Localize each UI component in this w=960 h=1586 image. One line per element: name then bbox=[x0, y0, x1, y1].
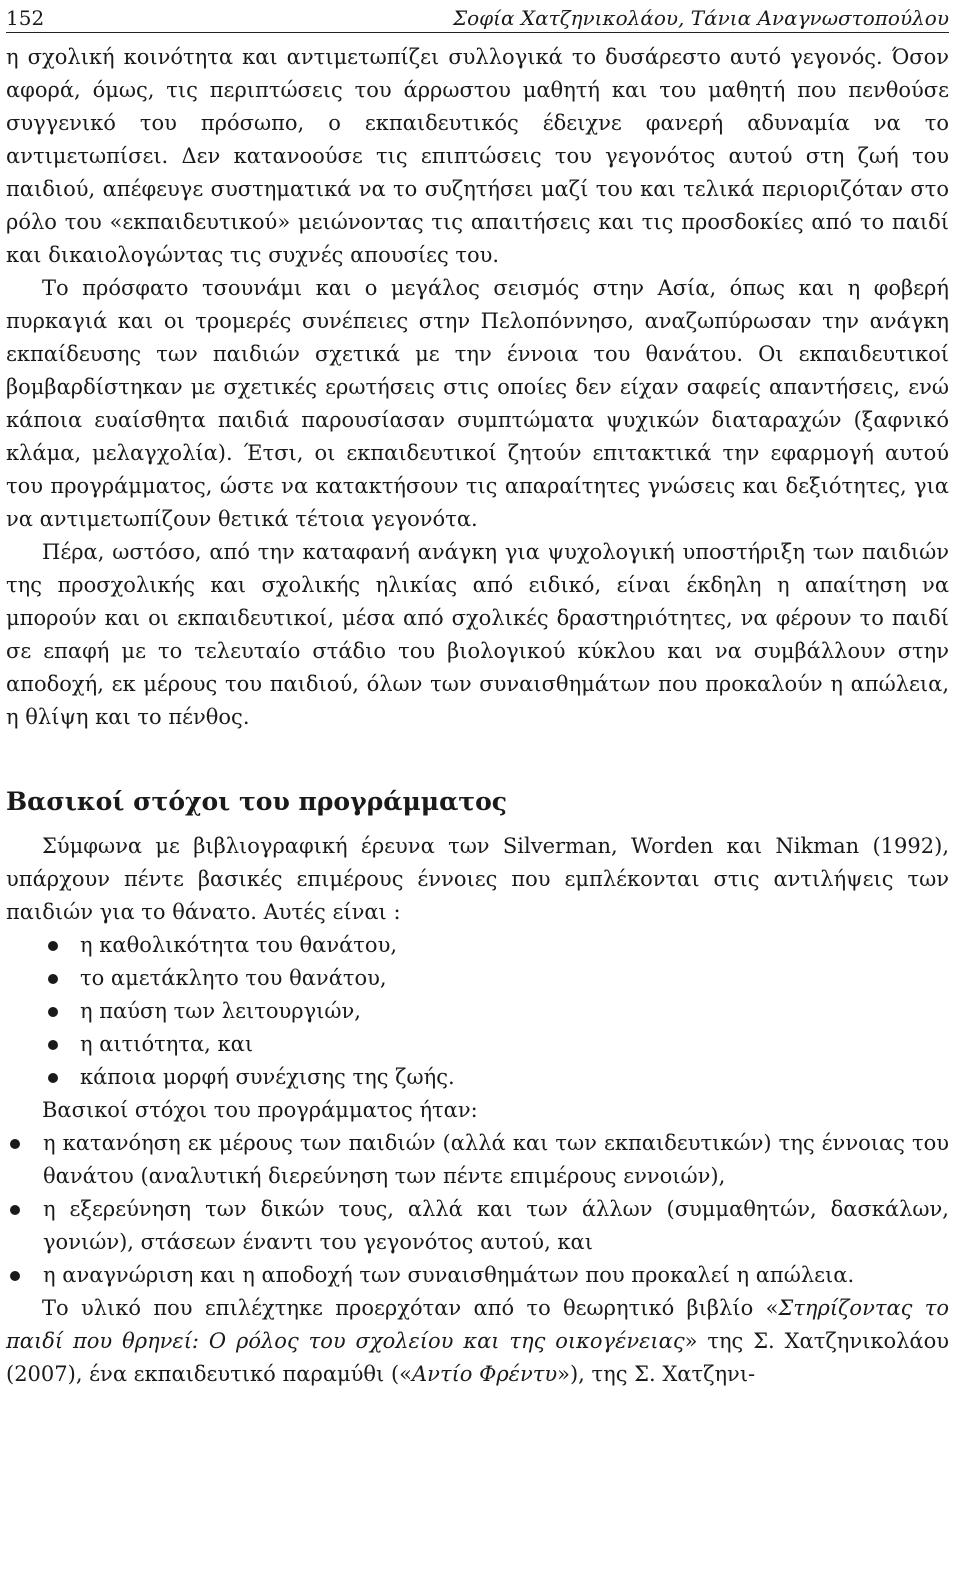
list-item: η αναγνώριση και η αποδοχή των συναισθημάτων που προκαλεί η απώλεια. bbox=[6, 1259, 949, 1292]
final-text-1: Το υλικό που επιλέχτηκε προερχόταν από το θεωρητικό βιβλίο « bbox=[42, 1296, 779, 1320]
tale-title: Αντίο Φρέντυ bbox=[412, 1362, 558, 1386]
goals-intro: Βασικοί στόχοι του προγράμματος ήταν: bbox=[42, 1098, 478, 1122]
section-heading: Βασικοί στόχοι του προγράμματος bbox=[6, 787, 508, 816]
final-paragraph bbox=[6, 1292, 949, 1391]
page-body bbox=[6, 41, 949, 1391]
section-intro: Σύμφωνα με βιβλιογραφική έρευνα των Silverman, Worden και Nikman (1992), υπάρχουν πέντε βασικές επιμέρους έννοιες που εμπλέκονται στις αντιλήψεις των παιδιών για το θάνατο. Αυτές είναι : bbox=[6, 834, 949, 924]
list-item: κάποια μορφή συνέχισης της ζωής. bbox=[6, 1061, 949, 1094]
book-page bbox=[6, 0, 949, 1391]
list-item: η αιτιότητα, και bbox=[6, 1028, 949, 1061]
book-title: Στηρίζοντας το παιδί που θρηνεί: Ο ρόλος του σχολείου και της οικογένειας bbox=[6, 1296, 949, 1353]
concepts-list bbox=[6, 929, 949, 1094]
list-item: το αμετάκλητο του θανάτου, bbox=[6, 962, 949, 995]
list-item: η κατανόηση εκ μέρους των παιδιών (αλλά και των εκπαιδευτικών) της έννοιας του θανάτου (αναλυτική διερεύνηση των πέντε επιμέρους εννοιών), bbox=[6, 1127, 949, 1193]
running-head-authors: Σοφία Χατζηνικολάου, Τάνια Αναγνωστοπούλου bbox=[453, 6, 949, 30]
paragraph-1: η σχολική κοινότητα και αντιμετωπίζει συλλογικά το δυσάρεστο αυτό γεγονός. Όσον αφορά, όμως, τις περιπτώσεις του άρρωστου μαθητή και του μαθητή που πενθούσε συγγενικό του πρόσωπο, ο εκπαιδευτικός έδειχνε φανερή αδυναμία να το αντιμετωπίσει. Δεν κατανοούσε τις επιπτώσεις του γεγονότος αυτού στη ζωή του παιδιού, απέφευγε συστηματικά να το συζητήσει μαζί του και τελικά περιοριζόταν στο ρόλο του «εκπαιδευτικού» μειώνοντας τις απαιτήσεις και τις προσδοκίες από το παιδί και δικαιολογώντας τις συχνές απουσίες του. bbox=[6, 45, 949, 267]
list-item: η εξερεύνηση των δικών τους, αλλά και των άλλων (συμμαθητών, δασκάλων, γονιών), στάσεων έναντι του γεγονότος αυτού, και bbox=[6, 1193, 949, 1259]
paragraph-3: Πέρα, ωστόσο, από την καταφανή ανάγκη για ψυχολογική υποστήριξη των παιδιών της προσχολικής και σχολικής ηλικίας από ειδικό, είναι έκδηλη η απαίτηση να μπορούν και οι εκπαιδευτικοί, μέσα από σχολικές δραστηριότητες, να φέρουν το παιδί σε επαφή με το τελευταίο στάδιο του βιολογικού κύκλου και να συμβάλλουν στην αποδοχή, εκ μέρους του παιδιού, όλων των συναισθημάτων που προκαλούν η απώλεια, η θλίψη και το πένθος. bbox=[6, 540, 949, 729]
list-item: η καθολικότητα του θανάτου, bbox=[6, 929, 949, 962]
page-number: 152 bbox=[6, 6, 45, 30]
paragraph-2: Το πρόσφατο τσουνάμι και ο μεγάλος σεισμός στην Ασία, όπως και η φοβερή πυρκαγιά και οι τρομερές συνέπειες στην Πελοπόννησο, αναζωπύρωσαν την ανάγκη εκπαίδευσης των παιδιών σχετικά με την έννοια του θανάτου. Οι εκπαιδευτικοί βομβαρδίστηκαν με σχετικές ερωτήσεις στις οποίες δεν είχαν σαφείς απαντήσεις, ενώ κάποια ευαίσθητα παιδιά παρουσίασαν συμπτώματα ψυχικών διαταραχών (ξαφνικό κλάμα, μελαγχολία). Έτσι, οι εκπαιδευτικοί ζητούν επιτακτικά την εφαρμογή αυτού του προγράμματος, ώστε να κατακτήσουν τις απαραίτητες γνώσεις και δεξιότητες, για να αντιμετωπίζουν θετικά τέτοια γεγονότα. bbox=[6, 276, 949, 531]
final-text-2: » της Σ. Χατζηνικολάου (2007), ένα εκπαιδευτικό παραμύθι (« bbox=[6, 1329, 949, 1386]
goals-list bbox=[6, 1127, 949, 1292]
list-item: η παύση των λειτουργιών, bbox=[6, 995, 949, 1028]
final-text-3: »), της Σ. Χατζηνι- bbox=[557, 1362, 756, 1386]
running-header bbox=[6, 0, 949, 33]
